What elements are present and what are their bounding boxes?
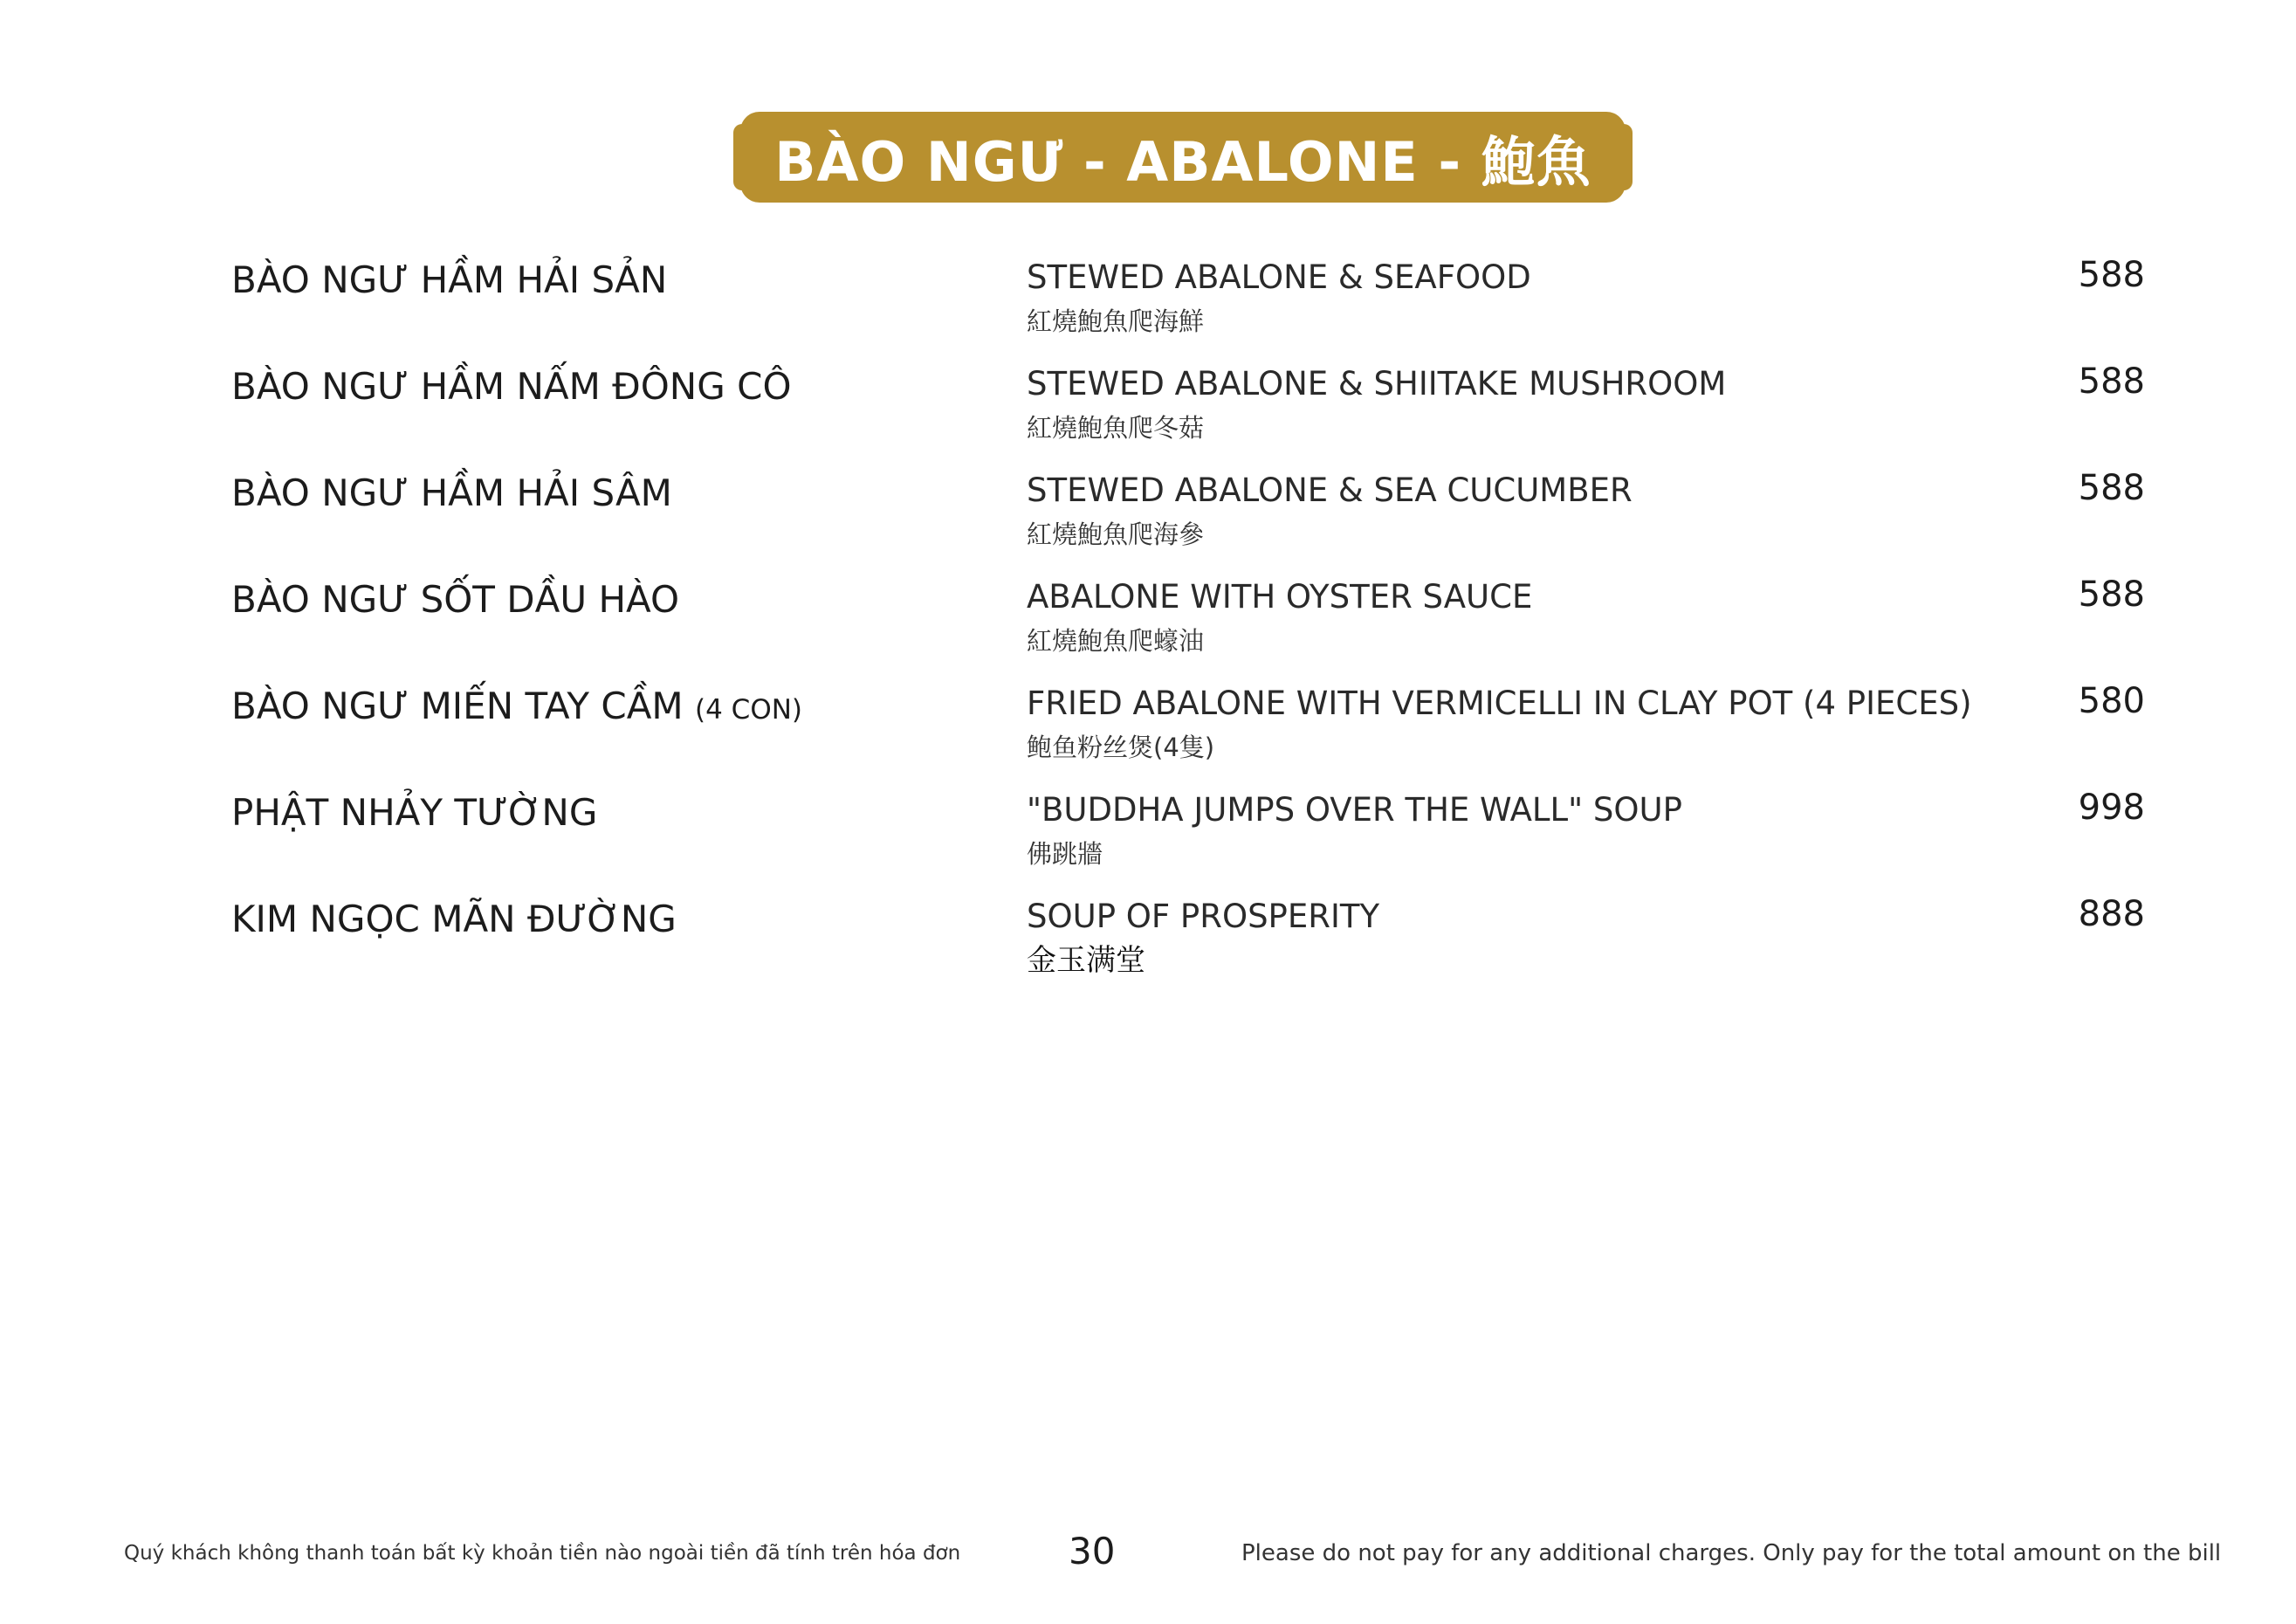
item-name-vn-text: BÀO NGƯ MIẾN TAY CẦM [231,685,696,727]
item-name-en: STEWED ABALONE & SEAFOOD [1027,258,1531,296]
item-name-vn-text: BÀO NGƯ HẦM HẢI SÂM [231,471,672,514]
item-name-vn [231,258,667,301]
item-price: 888 [2078,894,2145,934]
item-name-vn [231,898,677,940]
item-name-zh: 紅燒鮑魚爬冬菇 [1027,413,1205,443]
item-name-vn [231,365,792,408]
item-name-zh: 紅燒鮑魚爬海鮮 [1027,306,1205,336]
item-name-vn-text: PHẬT NHẢY TƯỜNG [231,791,598,834]
item-name-zh: 鲍鱼粉丝煲(4隻) [1027,733,1215,762]
item-name-zh: 紅燒鮑魚爬海參 [1027,520,1205,549]
item-name-zh: 金玉满堂 [1027,943,1145,978]
item-name-vn [231,791,597,834]
item-name-en: STEWED ABALONE & SEA CUCUMBER [1027,471,1633,509]
item-name-en: STEWED ABALONE & SHIITAKE MUSHROOM [1027,365,1727,403]
item-name-vn [231,471,672,514]
section-title-banner [740,112,1626,203]
item-name-en: "BUDDHA JUMPS OVER THE WALL" SOUP [1027,791,1682,829]
item-name-vn [231,578,679,621]
item-name-vn-text: BÀO NGƯ HẦM HẢI SẢN [231,258,668,301]
section-title: BÀO NGƯ - ABALONE - 鮑魚 [774,129,1591,194]
item-name-en: SOUP OF PROSPERITY [1027,898,1380,935]
footer-note-vn: Quý khách không thanh toán bất kỳ khoản tiền nào ngoài tiền đã tính trên hóa đơn [124,1542,961,1565]
item-price: 588 [2078,575,2145,615]
item-name-vn-text: KIM NGỌC MÃN ĐƯỜNG [231,898,677,940]
item-price: 998 [2078,788,2145,828]
item-qty: (4 CON) [695,694,803,726]
item-name-zh: 佛跳牆 [1027,839,1103,869]
menu-item [0,361,2296,461]
footer-note-en: Please do not pay for any additional charges. Only pay for the total amount on the bill [1241,1540,2222,1566]
menu-item [0,255,2296,354]
item-name-zh: 紅燒鮑魚爬蠔油 [1027,626,1205,656]
menu-item [0,575,2296,674]
menu-item [0,894,2296,994]
menu-item [0,468,2296,568]
item-price: 588 [2078,361,2145,402]
page-number: 30 [1069,1530,1116,1572]
item-name-en: FRIED ABALONE WITH VERMICELLI IN CLAY POT (4 PIECES) [1027,685,1972,722]
item-price: 588 [2078,468,2145,508]
item-name-en: ABALONE WITH OYSTER SAUCE [1027,578,1533,616]
item-name-vn-text: BÀO NGƯ HẦM NẤM ĐÔNG CÔ [231,365,792,408]
item-name-vn-text: BÀO NGƯ SỐT DẦU HÀO [231,578,680,621]
menu-item [0,788,2296,887]
item-price: 588 [2078,255,2145,295]
item-price: 580 [2078,681,2145,721]
menu-item [0,681,2296,781]
item-name-vn [231,685,802,727]
